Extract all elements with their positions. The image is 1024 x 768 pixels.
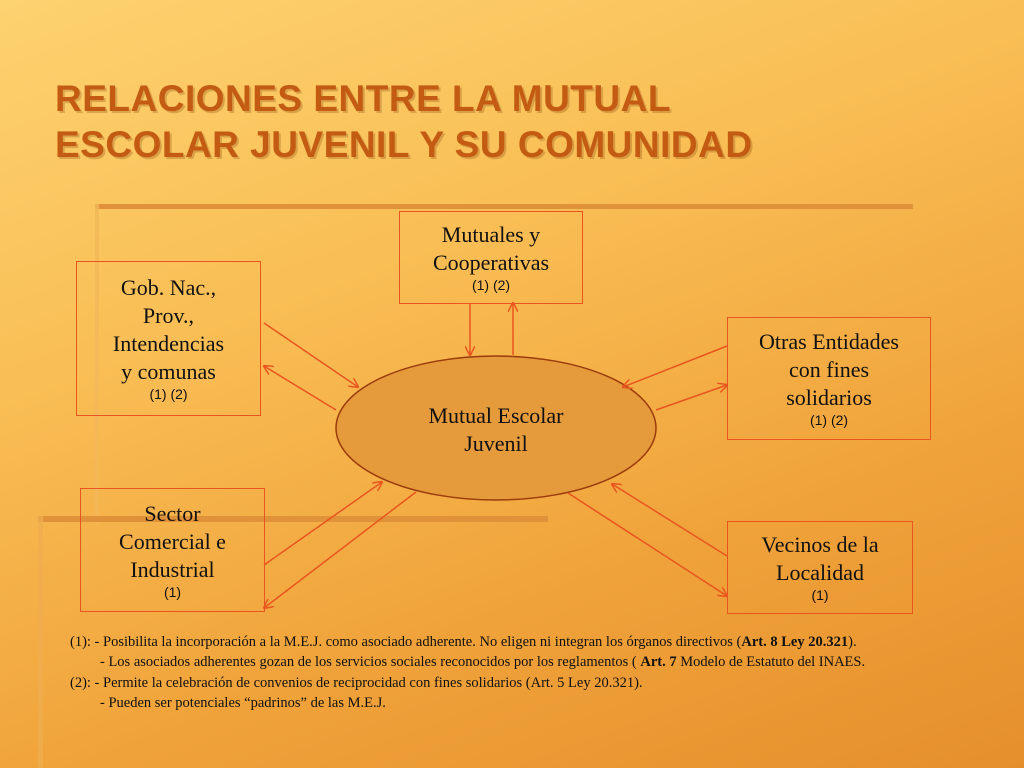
title-line-1: RELACIONES ENTRE LA MUTUAL: [55, 78, 671, 119]
node-sector: [80, 488, 265, 612]
footnote-1a-end: ).: [848, 634, 857, 650]
center-label: Mutual Escolar Juvenil: [428, 403, 564, 456]
arrow-gobierno-to-center: [264, 323, 358, 387]
arrow-center-to-otras: [656, 385, 727, 410]
footnote-1b-end: Modelo de Estatuto del INAES.: [676, 653, 866, 670]
arrow-sector-to-center: [264, 482, 382, 565]
node-vecinos: [727, 521, 913, 614]
node-mutuales-note: (1) (2): [471, 277, 511, 293]
footnote-2b: - Pueden ser potenciales “padrinos” de las M.E.J.: [100, 694, 386, 711]
node-otras: [727, 317, 931, 440]
footnote-1b-ref: Art. 7: [640, 653, 677, 670]
title-line-2: ESCOLAR JUVENIL Y SU COMUNIDAD: [55, 124, 753, 165]
node-otras-label: Otras Entidades con fines solidarios: [759, 329, 899, 410]
arrow-center-to-vecinos: [568, 493, 727, 596]
node-sector-note: (1): [163, 583, 182, 600]
footnote-1a: [70, 633, 950, 653]
node-vecinos-label: Vecinos de la Localidad: [761, 532, 879, 585]
node-mutuales-label: Mutuales y Cooperativas: [432, 222, 550, 275]
footnote-1a-text: (1): - Posibilita la incorporación a la M.E.J. como asociado adherente. No eligen ni integran los órganos directivos (: [70, 634, 742, 650]
footnote-1b-text: - Los asociados adherentes gozan de los servicios sociales reconocidos por los reglamentos (: [100, 653, 641, 670]
footnotes: [70, 633, 950, 713]
arrow-center-to-sector: [264, 492, 416, 608]
arrow-otras-to-center: [623, 346, 727, 387]
node-vecinos-note: (1): [811, 587, 829, 603]
node-mutuales: [399, 211, 583, 304]
node-gobierno-note: (1) (2): [149, 386, 188, 402]
node-otras-note: (1) (2): [809, 412, 849, 428]
arrow-center-to-gobierno: [264, 366, 336, 410]
footnote-1b: [70, 653, 950, 673]
node-gobierno-label: Gob. Nac., Prov., Intendencias y comunas: [112, 275, 225, 384]
arrow-vecinos-to-center: [612, 484, 727, 556]
footnote-1a-ref: Art. 8 Ley 20.321: [741, 634, 849, 650]
footnote-2a: (2): - Permite la celebración de convenios de reciprocidad con fines solidarios (Art. 5 Ley 20.321).: [70, 675, 643, 691]
node-gobierno: [76, 261, 261, 416]
node-sector-label: Sector Comercial e Industrial: [119, 500, 226, 582]
